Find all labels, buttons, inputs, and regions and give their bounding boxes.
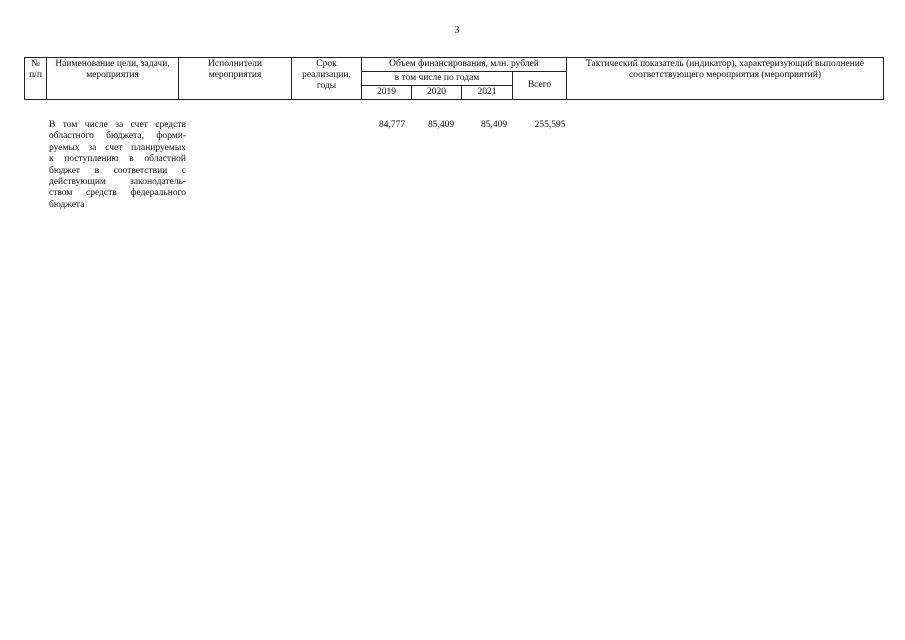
header-funding: Объем финансирования, млн. рублей — [362, 58, 567, 72]
row-name-line: ством средств федерального — [49, 188, 186, 199]
header-period: Срок реализации, годы — [292, 58, 362, 100]
value-2020: 85,409 — [427, 120, 455, 130]
header-name: Наименование цели, задачи, мероприятия — [47, 58, 179, 100]
row-name-line: В том числе за счет средств — [49, 120, 186, 130]
header-indicator: Тактический показатель (индикатор), характеризующий выполнение соответствующего мероприятия (мероприятий) — [567, 58, 884, 100]
row-name-line: областного бюджета, форми- — [49, 131, 186, 142]
table-row — [0, 120, 905, 230]
header-year-2020: 2020 — [412, 86, 462, 100]
page-number: 3 — [454, 25, 460, 36]
funding-table-header — [24, 57, 884, 100]
header-year-2019: 2019 — [362, 86, 412, 100]
value-2021: 85,409 — [480, 120, 508, 130]
row-name-line: бюджета — [49, 199, 85, 210]
row-name-line: к поступлению в областной — [49, 154, 186, 165]
header-total: Всего — [513, 72, 567, 100]
header-by-years: в том числе по годам — [362, 72, 513, 86]
value-total: 255,595 — [534, 120, 566, 130]
row-name-line: действующим законодатель- — [49, 177, 186, 188]
row-name — [49, 120, 186, 211]
value-2019: 84,777 — [378, 120, 406, 130]
header-year-2021: 2021 — [462, 86, 513, 100]
row-name-line: руемых за счет планируемых — [49, 142, 186, 153]
header-num: № п/п — [25, 58, 47, 100]
header-executors: Исполнители мероприятия — [179, 58, 292, 100]
row-name-line: бюджет в соответствии с — [49, 165, 186, 176]
